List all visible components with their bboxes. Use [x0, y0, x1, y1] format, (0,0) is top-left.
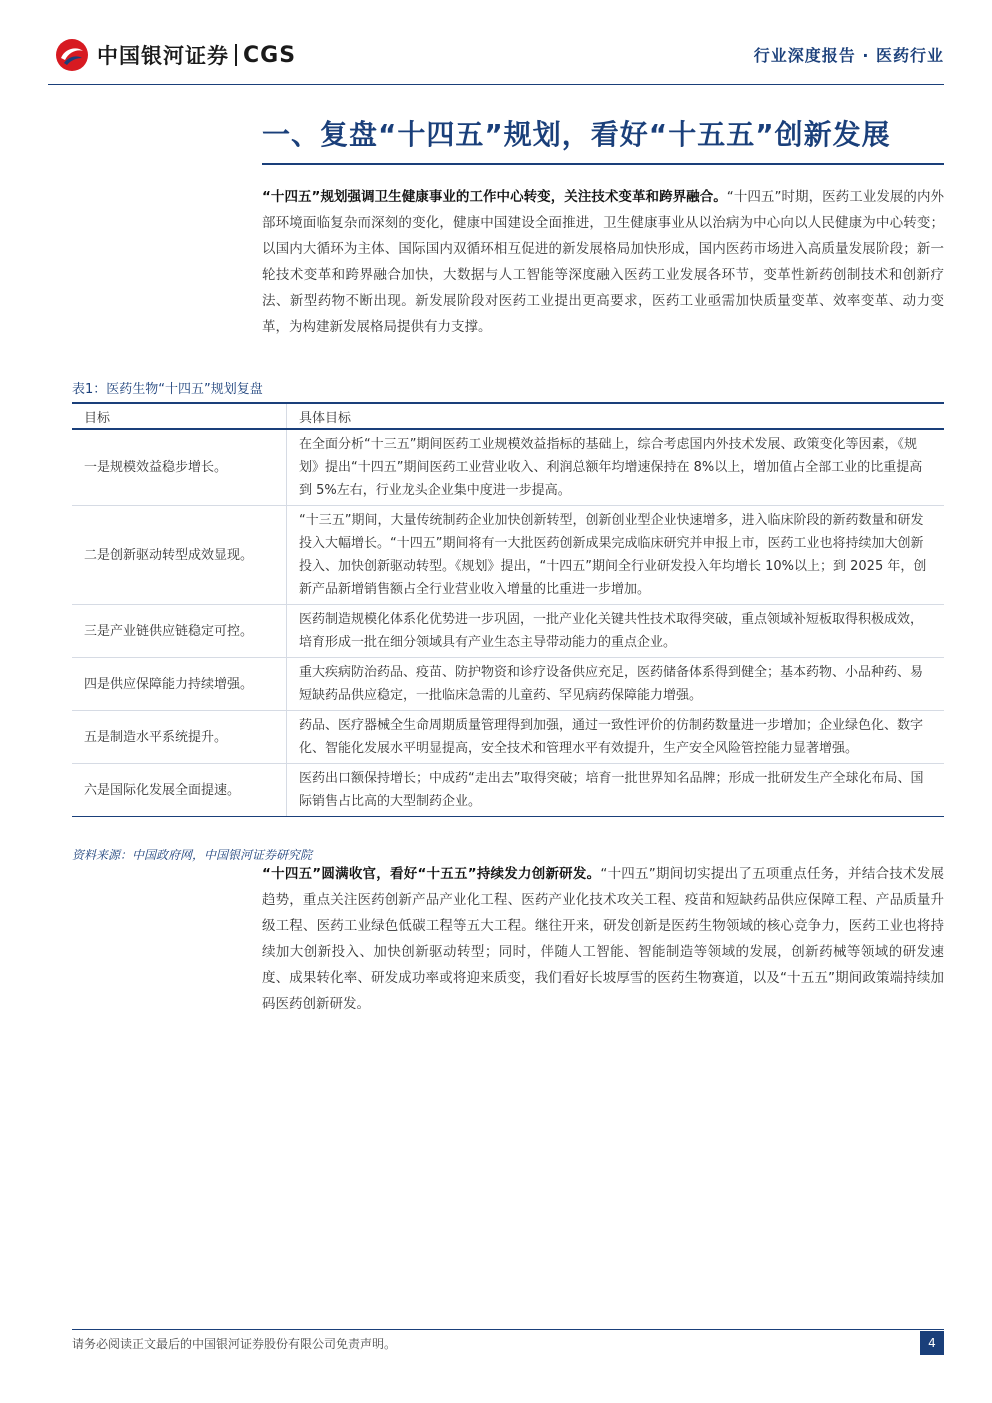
table-source: 资料来源：中国政府网，中国银河证券研究院 [72, 848, 313, 862]
report-type: 行业深度报告 · 医药行业 [753, 46, 944, 65]
footer-disclaimer: 请务必阅读正文最后的中国银河证券股份有限公司免责声明。 [72, 1337, 397, 1351]
header-divider [48, 84, 944, 85]
intro-paragraph [262, 184, 944, 340]
table-row [72, 764, 944, 817]
detail-cell: 在全面分析“十三五”期间医药工业规模效益指标的基础上，综合考虑国内外技术发展、政策变化等因素，《规划》提出“十四五”期间医药工业营业收入、利润总额年均增速保持在 8%以上，增加值占全部工业的比重提高到 5%左右，行业龙头企业集中度进一步提高。 [287, 429, 945, 506]
table-caption: 表1：医药生物“十四五”规划复盘 [72, 382, 263, 397]
detail-cell: 重大疾病防治药品、疫苗、防护物资和诊疗设备供应充足，医药储备体系得到健全；基本药物、小品种药、易短缺药品供应稳定，一批临床急需的儿童药、罕见病药保障能力增强。 [287, 658, 945, 711]
goal-cell: 二是创新驱动转型成效显现。 [72, 506, 287, 605]
goal-cell: 五是制造水平系统提升。 [72, 711, 287, 764]
section-title: 一、复盘“十四五”规划，看好“十五五”创新发展 [262, 118, 891, 151]
table-row [72, 605, 944, 658]
outlook-body: “十四五”期间切实提出了五项重点任务，并结合技术发展趋势，重点关注医药创新产品产业化工程、医药产业化技术攻关工程、疫苗和短缺药品供应保障工程、产品质量升级工程、医药工业绿色低碳工程等五大工程。继往开来，研发创新是医药生物领域的核心竞争力，医药工业也将持续加大创新投入、加快创新驱动转型；同时，伴随人工智能、智能制造等领域的发展，创新药械等领域的研发速度、成果转化率、研发成功率或将迎来质变，我们看好长坡厚雪的医药生物赛道，以及“十五五”期间政策端持续加码医药创新研发。 [262, 866, 944, 1012]
page-header [0, 0, 992, 90]
detail-cell: 药品、医疗器械全生命周期质量管理得到加强，通过一致性评价的仿制药数量进一步增加；企业绿色化、数字化、智能化发展水平明显提高，安全技术和管理水平有效提升，生产安全风险管控能力显著增强。 [287, 711, 945, 764]
table-header-detail: 具体目标 [287, 403, 945, 429]
table-row [72, 711, 944, 764]
goal-cell: 三是产业链供应链稳定可控。 [72, 605, 287, 658]
detail-cell: 医药制造规模化体系化优势进一步巩固，一批产业化关键共性技术取得突破，重点领域补短板取得积极成效，培育形成一批在细分领域具有产业生态主导带动能力的重点企业。 [287, 605, 945, 658]
detail-cell: “十三五”期间，大量传统制药企业加快创新转型，创新创业型企业快速增多，进入临床阶段的新药数量和研发投入大幅增长。“十四五”期间将有一大批医药创新成果完成临床研究并申报上市，医药工业也将持续加大创新投入、加快创新驱动转型。《规划》提出，“十四五”期间全行业研发投入年均增长 10%以上；到 2025 年，创新产品新增销售额占全行业营业收入增量的比重进一步增加。 [287, 506, 945, 605]
page-number: 4 [920, 1331, 944, 1355]
table-header-row [72, 403, 944, 429]
title-divider [262, 163, 944, 165]
company-logo [55, 37, 296, 73]
goal-cell: 四是供应保障能力持续增强。 [72, 658, 287, 711]
outlook-lead: “十四五”圆满收官，看好“十五五”持续发力创新研发。 [262, 866, 601, 882]
intro-lead: “十四五”规划强调卫生健康事业的工作中心转变，关注技术变革和跨界融合。 [262, 189, 727, 205]
table-row [72, 658, 944, 711]
table-row [72, 506, 944, 605]
goal-cell: 六是国际化发展全面提速。 [72, 764, 287, 817]
detail-cell: 医药出口额保持增长；中成药“走出去”取得突破；培育一批世界知名品牌；形成一批研发生产全球化布局、国际销售占比高的大型制药企业。 [287, 764, 945, 817]
table-header-goal: 目标 [72, 403, 287, 429]
table-row [72, 429, 944, 506]
plan-review-table [72, 402, 944, 817]
logo-divider [235, 44, 237, 66]
outlook-paragraph [262, 861, 944, 1017]
logo-cn-text: 中国银河证券 [97, 44, 229, 68]
logo-mark-icon [55, 38, 89, 72]
logo-en-text: CGS [243, 42, 297, 68]
intro-body: “十四五”时期，医药工业发展的内外部环境面临复杂而深刻的变化，健康中国建设全面推进，卫生健康事业从以治病为中心向以人民健康为中心转变；以国内大循环为主体、国际国内双循环相互促进的新发展格局加快形成，国内医药市场进入高质量发展阶段；新一轮技术变革和跨界融合加快，大数据与人工智能等深度融入医药工业发展各环节，变革性新药创制技术和创新疗法、新型药物不断出现。新发展阶段对医药工业提出更高要求，医药工业亟需加快质量变革、效率变革、动力变革，为构建新发展格局提供有力支撑。 [262, 189, 944, 335]
footer-divider [72, 1329, 944, 1330]
goal-cell: 一是规模效益稳步增长。 [72, 429, 287, 506]
